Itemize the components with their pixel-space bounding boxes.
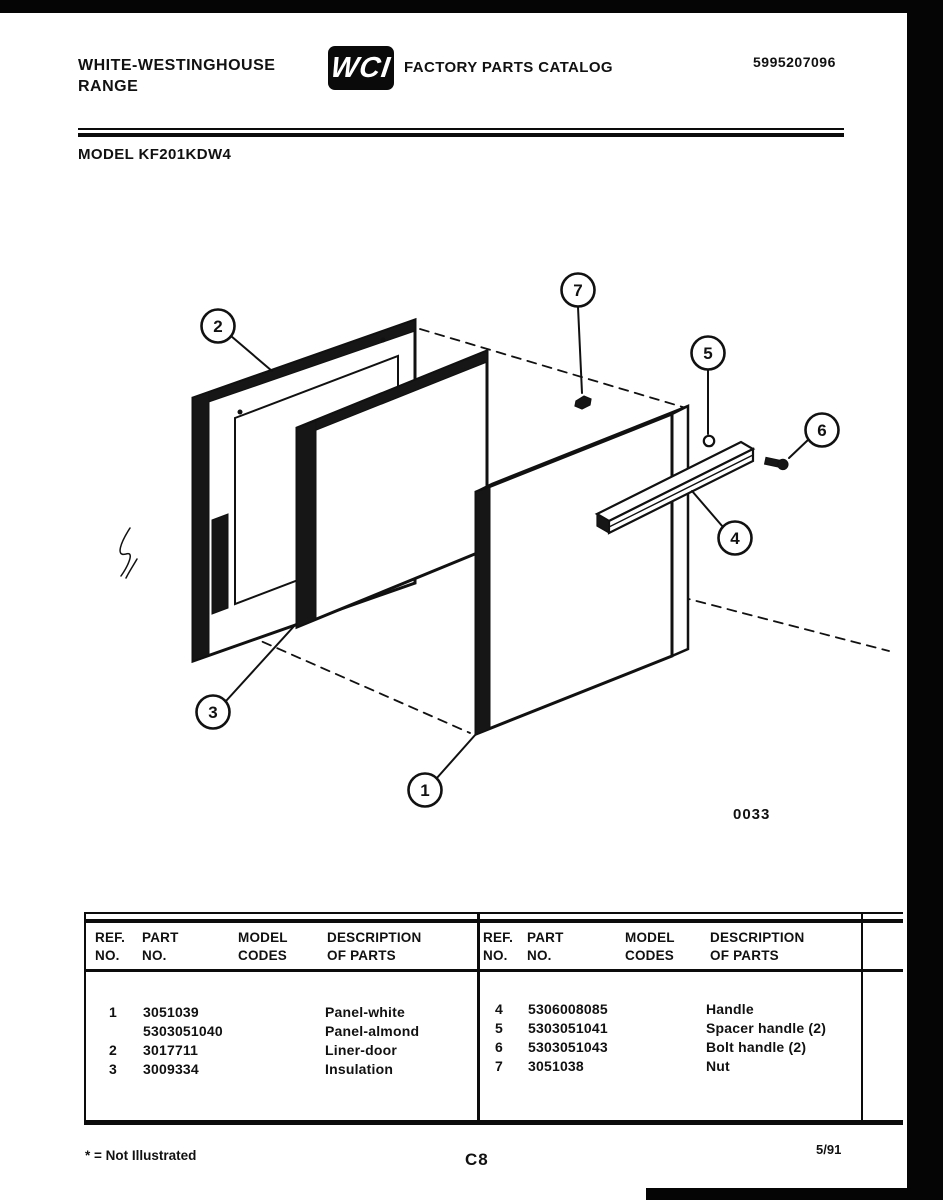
wci-logo-text: WCI xyxy=(329,51,394,84)
table-rule-header xyxy=(85,969,903,972)
nut-part xyxy=(575,396,591,409)
svg-text:1: 1 xyxy=(420,781,430,800)
callout-5 xyxy=(692,337,725,370)
table-row: 2 3017711 Liner-door xyxy=(109,1042,397,1058)
table-rule-bottom xyxy=(85,1120,903,1125)
table-row: 4 5306008085 Handle xyxy=(495,1001,754,1017)
page-number: C8 xyxy=(465,1150,489,1169)
callout-7 xyxy=(562,274,595,307)
table-rule-top-thin xyxy=(85,912,903,914)
scan-border-bottom xyxy=(646,1188,943,1200)
right-header-part: PART NO. xyxy=(527,930,564,963)
left-header-description: DESCRIPTION OF PARTS xyxy=(327,930,422,963)
callout-2 xyxy=(202,310,235,343)
svg-text:7: 7 xyxy=(573,281,583,300)
svg-text:5: 5 xyxy=(703,344,713,363)
callout-3 xyxy=(197,696,230,729)
publication-number: 5995207096 xyxy=(753,54,836,70)
table-row: 3 3009334 Insulation xyxy=(109,1061,394,1077)
right-header-ref: REF. NO. xyxy=(483,930,514,963)
table-row: 7 3051038 Nut xyxy=(495,1058,730,1074)
brand-line2: RANGE xyxy=(78,78,139,95)
door-panel xyxy=(476,406,688,734)
figure-number: 0033 xyxy=(733,806,771,823)
right-header-model: MODEL CODES xyxy=(625,930,675,963)
left-header-part: PART NO. xyxy=(142,930,179,963)
svg-text:2: 2 xyxy=(213,317,223,336)
scan-border-top xyxy=(0,0,943,13)
right-header-description: DESCRIPTION OF PARTS xyxy=(710,930,805,963)
table-row: 6 5303051043 Bolt handle (2) xyxy=(495,1039,807,1055)
spacer-part xyxy=(704,436,714,446)
brand-line1: WHITE-WESTINGHOUSE xyxy=(78,57,276,74)
table-row: 1 3051039 Panel-white xyxy=(109,1004,405,1020)
scan-artifact xyxy=(120,528,137,578)
svg-text:6: 6 xyxy=(817,421,827,440)
table-row: 5 5303051041 Spacer handle (2) xyxy=(495,1020,827,1036)
not-illustrated-note: * = Not Illustrated xyxy=(85,1148,197,1163)
left-header-ref: REF. NO. xyxy=(95,930,126,963)
svg-text:4: 4 xyxy=(730,529,740,548)
wci-logo xyxy=(328,46,394,90)
brand-title xyxy=(78,55,275,97)
callout-6 xyxy=(806,414,839,447)
model-number-line: MODEL KF201KDW4 xyxy=(78,146,232,163)
bolt-part xyxy=(764,456,789,471)
callout-4 xyxy=(719,522,752,555)
table-row: 5303051040 Panel-almond xyxy=(143,1023,420,1039)
callout-1 xyxy=(409,774,442,807)
date-code: 5/91 xyxy=(816,1142,842,1157)
table-rule-top xyxy=(85,919,903,923)
svg-text:3: 3 xyxy=(208,703,218,722)
header-rule-thin xyxy=(78,128,844,130)
header-rule-thick xyxy=(78,133,844,137)
catalog-title: FACTORY PARTS CATALOG xyxy=(404,59,613,76)
left-header-model: MODEL CODES xyxy=(238,930,288,963)
